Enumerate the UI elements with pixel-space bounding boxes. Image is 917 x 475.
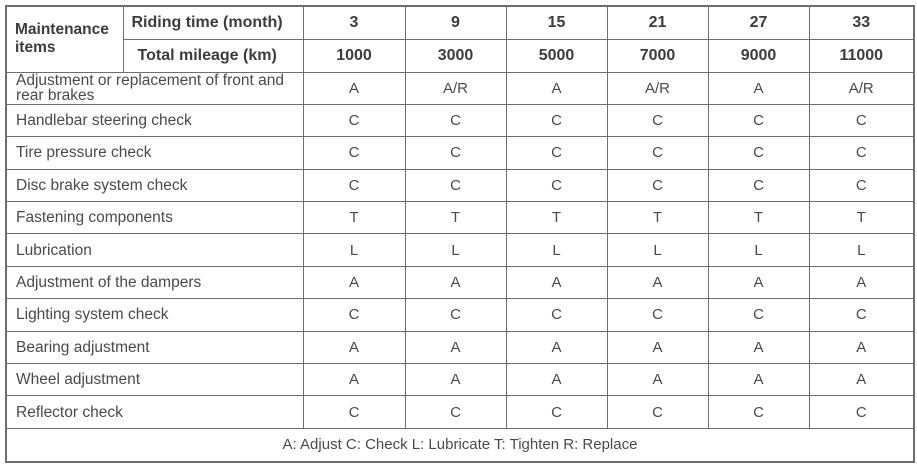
schedule-cell: A xyxy=(303,331,405,363)
schedule-cell: C xyxy=(809,396,914,428)
schedule-cell: A xyxy=(809,364,914,396)
table-row xyxy=(6,331,914,363)
schedule-cell: A xyxy=(405,266,506,298)
maintenance-item: Bearing adjustment xyxy=(6,331,303,363)
month-cell: 27 xyxy=(708,6,809,39)
schedule-cell: C xyxy=(607,137,708,169)
table-row xyxy=(6,234,914,266)
schedule-cell: C xyxy=(708,169,809,201)
legend-text: A: Adjust C: Check L: Lubricate T: Tighten R: Replace xyxy=(6,428,914,462)
schedule-cell: T xyxy=(303,202,405,234)
schedule-cell: T xyxy=(708,202,809,234)
month-cell: 21 xyxy=(607,6,708,39)
schedule-cell: A xyxy=(506,364,607,396)
schedule-cell: A xyxy=(607,364,708,396)
schedule-cell: A xyxy=(708,72,809,104)
schedule-cell: A xyxy=(303,364,405,396)
schedule-cell: C xyxy=(303,104,405,136)
schedule-cell: C xyxy=(809,137,914,169)
table-row xyxy=(6,396,914,428)
schedule-cell: T xyxy=(607,202,708,234)
schedule-cell: L xyxy=(405,234,506,266)
schedule-cell: C xyxy=(708,104,809,136)
maintenance-item: Tire pressure check xyxy=(6,137,303,169)
schedule-cell: C xyxy=(303,137,405,169)
schedule-cell: C xyxy=(506,169,607,201)
total-mileage-header: Total mileage (km) xyxy=(123,39,303,72)
schedule-cell: L xyxy=(607,234,708,266)
schedule-cell: A xyxy=(405,364,506,396)
maintenance-schedule-table xyxy=(5,5,915,463)
header-row-mileage xyxy=(6,39,914,72)
schedule-cell: A xyxy=(607,266,708,298)
schedule-cell: L xyxy=(708,234,809,266)
schedule-cell: C xyxy=(506,299,607,331)
schedule-cell: A xyxy=(506,266,607,298)
table-row xyxy=(6,169,914,201)
schedule-cell: C xyxy=(607,299,708,331)
month-cell: 15 xyxy=(506,6,607,39)
maintenance-items-header: Maintenance items xyxy=(6,6,123,72)
maintenance-item: Disc brake system check xyxy=(6,169,303,201)
schedule-cell: A xyxy=(708,266,809,298)
mileage-cell: 7000 xyxy=(607,39,708,72)
schedule-cell: C xyxy=(607,396,708,428)
maintenance-item: Fastening components xyxy=(6,202,303,234)
schedule-cell: C xyxy=(405,104,506,136)
schedule-cell: T xyxy=(506,202,607,234)
schedule-cell: C xyxy=(303,169,405,201)
mileage-cell: 1000 xyxy=(303,39,405,72)
schedule-cell: A/R xyxy=(405,72,506,104)
table-row xyxy=(6,299,914,331)
schedule-cell: C xyxy=(809,299,914,331)
maintenance-item: Handlebar steering check xyxy=(6,104,303,136)
schedule-cell: A xyxy=(303,266,405,298)
schedule-cell: A xyxy=(708,331,809,363)
table-row xyxy=(6,364,914,396)
maintenance-item: Lighting system check xyxy=(6,299,303,331)
schedule-cell: A xyxy=(708,364,809,396)
schedule-cell: C xyxy=(607,104,708,136)
schedule-cell: C xyxy=(405,299,506,331)
month-cell: 9 xyxy=(405,6,506,39)
schedule-cell: C xyxy=(809,169,914,201)
schedule-cell: L xyxy=(809,234,914,266)
schedule-cell: C xyxy=(708,137,809,169)
schedule-cell: C xyxy=(405,396,506,428)
schedule-cell: C xyxy=(303,396,405,428)
schedule-cell: T xyxy=(405,202,506,234)
month-cell: 33 xyxy=(809,6,914,39)
schedule-cell: A xyxy=(303,72,405,104)
maintenance-item: Wheel adjustment xyxy=(6,364,303,396)
schedule-cell: A xyxy=(809,266,914,298)
table-row xyxy=(6,266,914,298)
month-cell: 3 xyxy=(303,6,405,39)
schedule-cell: L xyxy=(303,234,405,266)
schedule-cell: L xyxy=(506,234,607,266)
schedule-cell: A xyxy=(506,331,607,363)
schedule-cell: C xyxy=(506,137,607,169)
schedule-cell: A xyxy=(809,331,914,363)
schedule-cell: C xyxy=(809,104,914,136)
schedule-cell: C xyxy=(303,299,405,331)
mileage-cell: 5000 xyxy=(506,39,607,72)
maintenance-item: Lubrication xyxy=(6,234,303,266)
table-row xyxy=(6,104,914,136)
maintenance-item: Adjustment or replacement of front and rear brakes xyxy=(6,72,303,104)
schedule-cell: A xyxy=(607,331,708,363)
schedule-cell: C xyxy=(506,104,607,136)
mileage-cell: 11000 xyxy=(809,39,914,72)
schedule-cell: A/R xyxy=(607,72,708,104)
legend-row xyxy=(6,428,914,462)
schedule-cell: A xyxy=(405,331,506,363)
table-row xyxy=(6,202,914,234)
table-row xyxy=(6,137,914,169)
maintenance-item: Adjustment of the dampers xyxy=(6,266,303,298)
schedule-cell: T xyxy=(809,202,914,234)
schedule-cell: C xyxy=(708,299,809,331)
schedule-cell: C xyxy=(506,396,607,428)
schedule-cell: C xyxy=(405,169,506,201)
schedule-cell: A/R xyxy=(809,72,914,104)
riding-time-header: Riding time (month) xyxy=(123,6,303,39)
mileage-cell: 3000 xyxy=(405,39,506,72)
maintenance-item: Reflector check xyxy=(6,396,303,428)
schedule-cell: C xyxy=(708,396,809,428)
mileage-cell: 9000 xyxy=(708,39,809,72)
schedule-cell: A xyxy=(506,72,607,104)
table-row xyxy=(6,72,914,104)
header-row-riding-time xyxy=(6,6,914,39)
schedule-cell: C xyxy=(607,169,708,201)
schedule-cell: C xyxy=(405,137,506,169)
